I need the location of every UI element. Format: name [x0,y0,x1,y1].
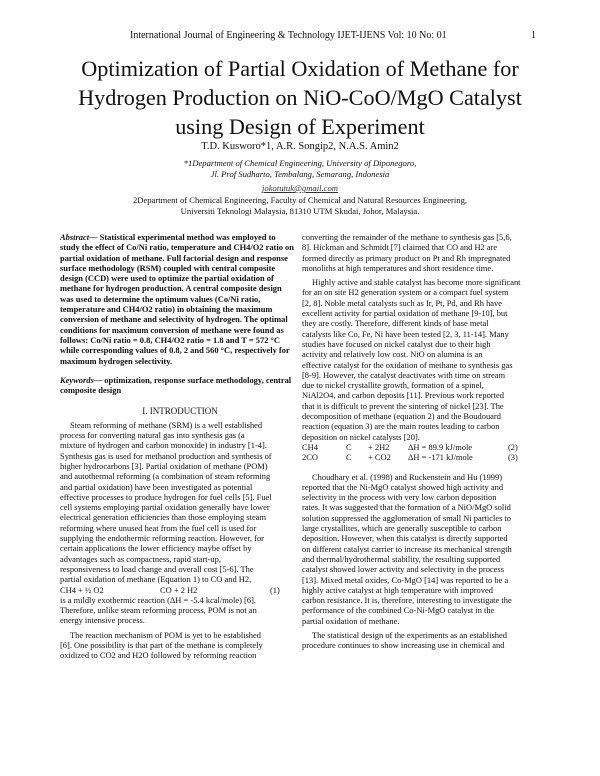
journal-name: International Journal of Engineering & Technology IJET-IJENS Vol: 10 No: 01 [130,30,447,41]
body-line: partial oxidation of methane (Equation 1) to CO and H2, [60,574,252,585]
body-line: for an on site H2 generation system or a compact fuel system [302,287,509,298]
body-line: effective processes to produce hydrogen for fuel cells [5]. Fuel [60,491,272,502]
body-line: The reaction mechanism of POM is yet to be established [70,629,261,640]
body-line: reaction (equation 3) are the main routes leading to carbon [302,421,500,432]
body-line: decomposition of methane (equation 2) and the Boudouard [302,411,501,422]
equation-product: C [346,452,352,463]
body-line: activity and relatively low cost. NiO on alumina is an [302,349,483,360]
body-line: carbon resistance. It is, therefore, interesting to investigate the [302,595,512,606]
keywords-text: optimization, response surface methodology, central [102,374,292,385]
equation-number: (2) [508,441,518,452]
abstract-line [60,232,300,242]
keywords-label: Keywords— [60,374,103,385]
abstract-label: Abstract— [60,232,98,242]
intro-paragraph [60,420,300,585]
abstract-line: conditions for maximum conversion of methane were found as [60,324,284,335]
keywords [60,375,300,396]
body-line: advantages such as compactness, rapid start-up, [60,553,221,564]
body-line: and thermal/hydrothermal stability, the resulting supported [302,553,501,564]
body-line: due to nickel crystallite growth, formation of a spinel, [302,380,484,391]
body-paragraph [302,277,542,442]
body-line: [6]. One possibility is that part of the methane is completely [60,639,263,650]
body-line: electrical generation efficiencies than those employing steam [60,512,267,523]
title-line: Hydrogen Production on NiO-CoO/MgO Catalyst [78,85,522,110]
body-line: effective catalyst for the oxidation of methane to synthesis gas [302,359,513,370]
abstract-line: temperature and CH4/O2 ratio) in obtaining the maximum [60,304,273,315]
body-line: mixture of hydrogen and carbon monoxide) in industry [1-4]. [60,440,267,451]
body-line: is a mildly exothermic reaction (ΔH = -5.4 kcal/mole) [6]. [60,594,256,605]
equation-plus: + CO2 [368,452,391,463]
body-line: solution suppressed the agglomeration of small Ni particles to [302,512,512,523]
equation-rhs: CO + 2 H2 [160,584,198,595]
authors: T.D. Kusworo*1, A.R. Songip2, N.A.S. Amin2 [201,141,399,152]
affiliation-1 [0,158,600,180]
abstract-line: follows: Co/Ni ratio = 0.8, CH4/O2 ratio = 1.8 and T = 572 °C [60,334,280,345]
body-paragraph [302,232,542,273]
intro-paragraph [60,630,300,661]
abstract-line: study the effect of Co/Ni ratio, temperature and CH4/O2 ratio on [60,242,294,253]
body-line: oxidized to CO2 and H2O followed by reforming reaction [60,650,257,661]
body-line: and autothermal reforming (a combination of steam reforming [60,471,271,482]
running-header [0,30,600,44]
equation-2 [302,442,542,452]
equation-lhs: 2CO [302,452,318,463]
body-line: process for converting natural gas into synthesis gas (a [60,430,245,441]
body-line: deposition on nickel catalysts [20]. [302,431,420,442]
body-line: and partial oxidation) have been investigated as potential [60,481,253,492]
author-email[interactable] [0,183,600,193]
body-line: reported that the Ni-MgO catalyst showed high activity and [302,481,504,492]
affiliation-line: Jl. Prof Sudharto, Tembalang, Semarang, Indonesia [210,169,390,179]
body-line: 8]. Hickman and Schmidt [7] claimed that CO and H2 are [302,242,498,253]
body-line: catalyst showed lower activity and selectivity in the process [302,564,504,575]
body-line: Steam reforming of methane (SRM) is a well established [70,419,263,430]
abstract-line: partial oxidation of methane. Full factorial design and response [60,252,288,263]
body-line: cell systems employing partial oxidation generally have lower [60,502,270,513]
abstract-line: design (CCD) were used to optimize the partial oxidation of [60,273,274,284]
affiliation-line: 2Department of Chemical Engineering, Faculty of Chemical and Natural Resources Engineering, [132,195,468,205]
body-line: performance of the combined Co-Ni-MgO catalyst in the [302,605,495,616]
abstract-line: maximum hydrogen selectivity. [60,355,173,366]
body-line: monoliths at high temperatures and short residence time. [302,262,494,273]
body-line: Highly active and stable catalyst has become more significant [312,277,521,288]
affiliation-line: *1Department of Chemical Engineering, University of Diponegoro, [183,158,417,168]
body-line: Synthesis gas is used for methanol production and synthesis of [60,450,272,461]
equation-enthalpy: ΔH = 89.9 kJ/mole [408,441,473,452]
equation-1 [60,585,300,595]
body-line: partial oxidation of methane. [302,615,400,626]
body-line: catalysts like Co, Fe, Ni have been tested [2, 3, 11-14]. Many [302,328,509,339]
body-line: excellent activity for partial oxidation of methane [9-10], but [302,308,508,319]
abstract-line: methane for hydrogen production. A central composite design [60,283,282,294]
body-line: Choudhary et al. (1998) and Ruckenstein and Hu (1999) [312,471,503,482]
left-column [60,232,300,661]
body-line: highly active catalyst at high temperature with improved [302,584,493,595]
email-link[interactable]: jokotutuk@gmail.com [262,183,338,193]
body-line: formed directly as primary product on Pt and Rh impregnated [302,252,511,263]
body-line: they are costly. Therefore, different kinds of base metal [302,318,489,329]
keywords-line [60,375,300,385]
body-paragraph [302,472,542,626]
body-line: large crystallites, which are generally susceptible to carbon [302,523,502,534]
body-line: NiAl2O4, and carbon deposits [11]. Previous work reported [302,390,504,401]
section-heading: I. INTRODUCTION [142,406,218,417]
body-paragraph [302,630,542,651]
body-line: energy intensive process. [60,615,145,626]
equation-number: (3) [508,452,518,463]
affiliation-2 [0,195,600,217]
body-line: responsiveness to load change and overall cost [5-6]. The [60,563,254,574]
equation-lhs: CH4 [302,441,318,452]
body-line: [13]. Mixed metal oxides, Co-MgO [14] was reported to be a [302,574,509,585]
equation-number: (1) [270,584,280,595]
body-line: Therefore, unlike steam reforming process, POM is not an [60,605,257,616]
equation-enthalpy: ΔH = -171 kJ/mole [408,452,473,463]
paper-title [40,54,560,141]
body-line: selectivity in the process with very low carbon deposition [302,492,497,503]
body-line: supplying the endothermic reforming reaction. However, for [60,533,264,544]
body-line: on different catalyst carrier to increase its mechanical strength [302,543,512,554]
body-line: converting the remainder of the methane to synthesis gas [5,6, [302,232,512,242]
abstract [60,232,300,366]
right-column [302,232,542,651]
body-line: higher hydrocarbons [3]. Partial oxidation of methane (POM) [60,460,268,471]
title-line: Optimization of Partial Oxidation of Methane for [81,56,519,81]
body-line: rates. It was suggested that the formation of a NiO/MgO solid [302,502,511,513]
body-line: [8-9]. However, the catalyst deactivates with time on stream [302,369,506,380]
body-line: procedure continues to show increasing use in chemical and [302,640,505,651]
intro-paragraph [60,595,300,626]
equation-lhs: CH4 + ½ O2 [60,584,104,595]
body-line: deposition. However, when this catalyst is directly supported [302,533,508,544]
body-line: [2, 8]. Noble metal catalysts such as Ir, Pt, Pd, and Rh have [302,297,503,308]
body-line: The statistical design of the experiments as an established [312,629,507,640]
abstract-line: was used to determine the optimum values (Co/Ni ratio, [60,293,261,304]
page-number: 1 [531,30,536,41]
body-line: reforming where unused heat from the fuel cell is used for [60,522,257,533]
abstract-text: Statistical experimental method was employed to [99,232,276,242]
abstract-line: surface methodology (RSM) coupled with central composite [60,262,276,273]
equation-product: C [346,441,352,452]
keywords-line: composite design [60,385,122,396]
equation-3 [302,452,542,462]
body-line: that it is difficult to prevent the sintering of nickel [23]. The [302,400,504,411]
abstract-line: conversion of methane and selectivity of hydrogen. The optimal [60,314,288,325]
equation-plus: + 2H2 [368,441,390,452]
abstract-line: while corresponding values of 0.8, 2 and 560 °C, respectively for [60,345,290,356]
body-line: certain applications the lower efficiency maybe offset by [60,543,252,554]
affiliation-line: Universiti Teknologi Malaysia, 81310 UTM Skudai, Johor, Malaysia. [180,206,420,216]
body-line: studies have focused on nickel catalyst due to their high [302,338,491,349]
title-line: using Design of Experiment [175,114,425,139]
